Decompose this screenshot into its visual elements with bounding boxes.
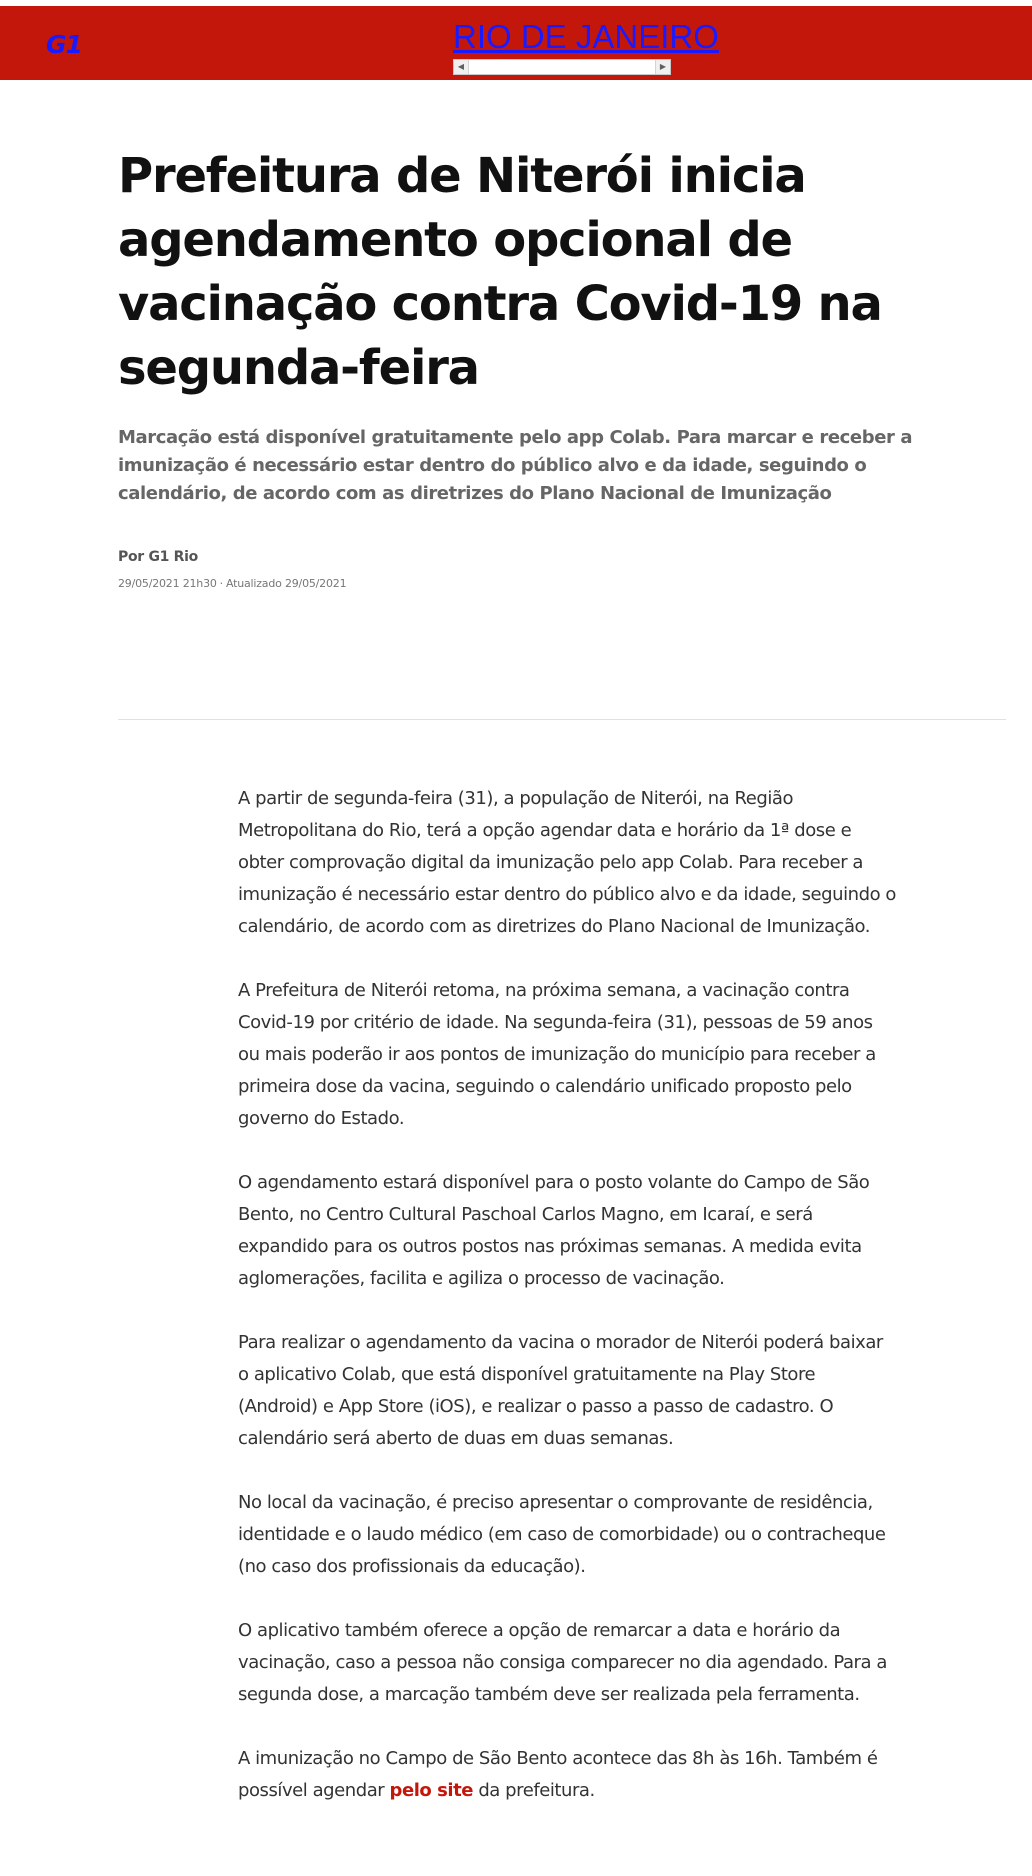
horizontal-scrollbar[interactable] — [453, 59, 671, 75]
scroll-left-arrow-icon[interactable]: ◀ — [454, 60, 469, 74]
body-paragraph: Para realizar o agendamento da vacina o morador de Niterói poderá baixar o aplicativo Colab, que está disponível gratuitamente na Play Store (Android) e App Store (iOS), e realizar o passo a passo de cadastro. O calendário será aberto de duas em duas semanas. — [238, 1332, 883, 1449]
scroll-right-arrow-icon[interactable]: ▶ — [655, 60, 670, 74]
article-dateline — [118, 576, 346, 592]
header-divider — [118, 719, 1006, 720]
article-byline: Por G1 Rio — [118, 549, 198, 565]
body-paragraph: No local da vacinação, é preciso apresentar o comprovante de residência, identidade e o laudo médico (em caso de comorbidade) ou o contracheque (no caso dos profissionais da educação). — [238, 1492, 886, 1577]
updated-date: Atualizado 29/05/2021 — [225, 577, 347, 590]
body-paragraph: O aplicativo também oferece a opção de remarcar a data e horário da vacinação, caso a pessoa não consiga comparecer no dia agendado. Para a segunda dose, a marcação também deve ser realizada pela ferramenta. — [238, 1620, 887, 1705]
g1-logo[interactable]: G1 — [46, 30, 82, 59]
published-date: 29/05/2021 21h30 — [118, 577, 217, 590]
site-link[interactable]: pelo site — [389, 1780, 474, 1801]
body-paragraph-last — [238, 1743, 898, 1807]
paragraph-text: da prefeitura. — [473, 1780, 595, 1801]
article-subtitle: Marcação está disponível gratuitamente pelo app Colab. Para marcar e receber a imunização é necessário estar dentro do público alvo e da idade, seguindo o calendário, de acordo com as diretrizes do Plano Nacional de Imunização — [118, 427, 913, 504]
body-paragraph: O agendamento estará disponível para o posto volante do Campo de São Bento, no Centro Cultural Paschoal Carlos Magno, em Icaraí, e será expandido para os outros postos nas próximas semanas. A medida evita aglomerações, facilita e agiliza o processo de vacinação. — [238, 1172, 870, 1289]
site-header — [0, 6, 1032, 80]
region-link[interactable]: RIO DE JANEIRO — [453, 18, 719, 55]
body-paragraph: A Prefeitura de Niterói retoma, na próxima semana, a vacinação contra Covid-19 por critério de idade. Na segunda-feira (31), pessoas de 59 anos ou mais poderão ir aos pontos de imunização do município para receber a primeira dose da vacina, seguindo o calendário unificado proposto pelo governo do Estado. — [238, 980, 876, 1129]
article-title: Prefeitura de Niterói inicia agendamento opcional de vacinação contra Covid-19 na segunda-feira — [118, 148, 882, 396]
article-body — [238, 783, 898, 1839]
paragraph-text: A imunização no Campo de São Bento acontece das 8h às 16h. Também é possível agendar — [238, 1748, 878, 1801]
date-separator: · — [219, 577, 223, 590]
body-paragraph: A partir de segunda-feira (31), a população de Niterói, na Região Metropolitana do Rio, terá a opção agendar data e horário da 1ª dose e obter comprovação digital da imunização pelo app Colab. Para receber a imunização é necessário estar dentro do público alvo e da idade, seguindo o calendário, de acordo com as diretrizes do Plano Nacional de Imunização. — [238, 788, 896, 937]
